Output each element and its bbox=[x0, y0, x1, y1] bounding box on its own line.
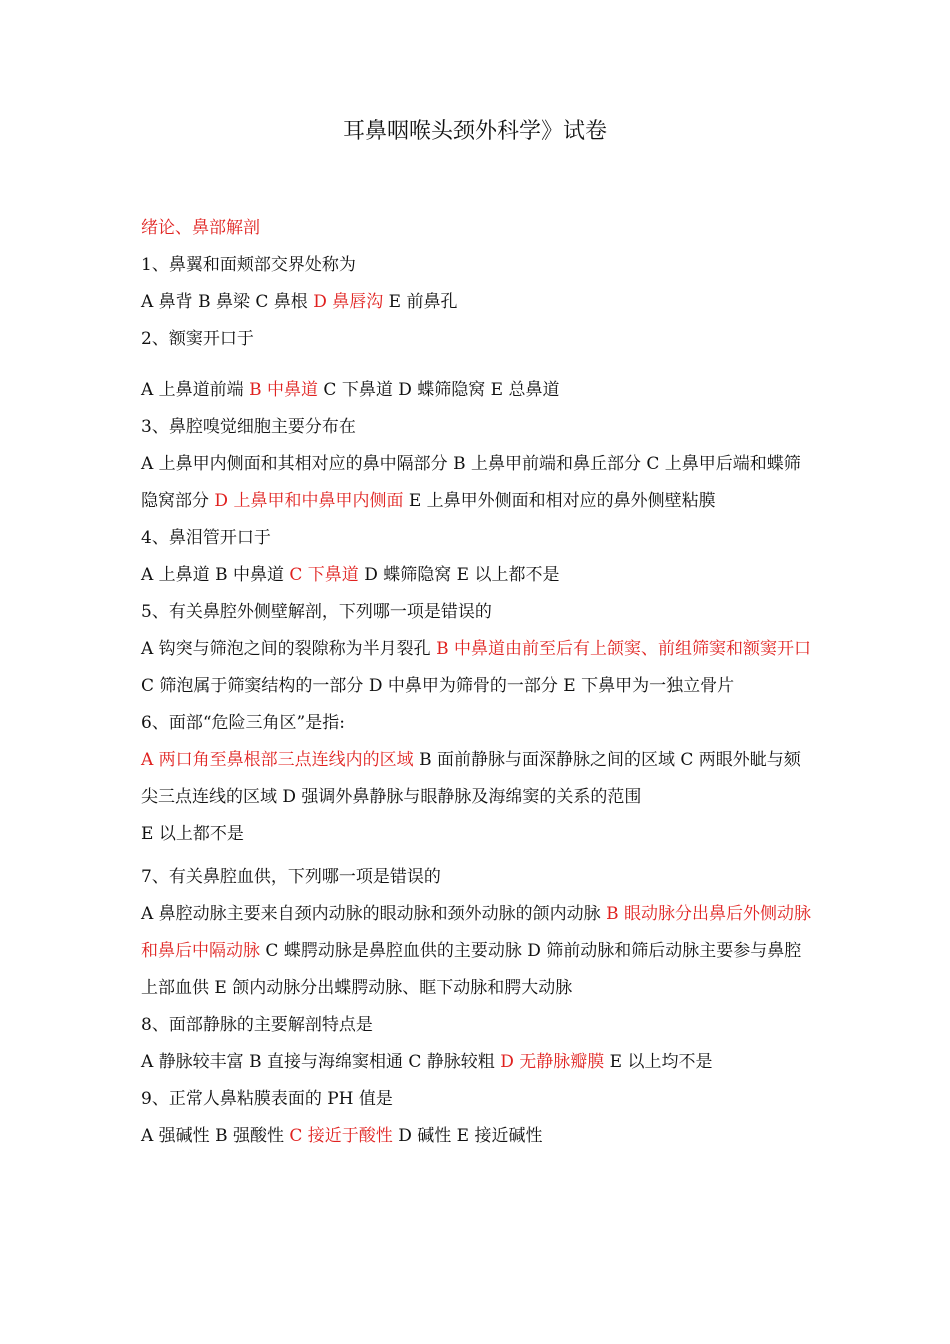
options-text: A 钩突与筛泡之间的裂隙称为半月裂孔 bbox=[141, 639, 437, 659]
options-text: A 上鼻道前端 bbox=[141, 380, 250, 400]
correct-answer: A 两口角至鼻根部三点连线内的区域 bbox=[141, 750, 414, 770]
options-text: E 前鼻孔 bbox=[383, 292, 458, 312]
question-6-text: 6、面部“危险三角区”是指: bbox=[141, 713, 345, 733]
question-6-option-e: E 以上都不是 bbox=[141, 824, 244, 844]
correct-answer: C 下鼻道 bbox=[289, 565, 359, 585]
question-7-options bbox=[141, 896, 816, 1007]
correct-answer: D 无静脉瓣膜 bbox=[500, 1052, 605, 1072]
options-text: A 上鼻道 B 中鼻道 bbox=[141, 565, 290, 585]
question-8-text: 8、面部静脉的主要解剖特点是 bbox=[141, 1015, 373, 1035]
options-text: B 面前静脉与面深静脉之间的区域 C 两眼外眦与颏尖三点连线的区域 D 强调外鼻静脉与眼静脉及海绵窦的关系的范围 bbox=[141, 750, 801, 807]
options-text: D 碱性 E 接近碱性 bbox=[392, 1126, 543, 1146]
question-4-options bbox=[141, 557, 816, 594]
correct-answer: D 鼻唇沟 bbox=[313, 292, 384, 312]
section-heading: 绪论、鼻部解剖 bbox=[141, 218, 260, 238]
options-text: C 筛泡属于筛窦结构的一部分 D 中鼻甲为筛骨的一部分 E 下鼻甲为一独立骨片 bbox=[141, 676, 735, 696]
options-text: A 强碱性 B 强酸性 bbox=[141, 1126, 290, 1146]
options-text: D 蝶筛隐窝 E 以上都不是 bbox=[358, 565, 560, 585]
question-3-text: 3、鼻腔嗅觉细胞主要分布在 bbox=[141, 417, 356, 437]
correct-answer: D 上鼻甲和中鼻甲内侧面 bbox=[214, 491, 404, 511]
question-1-text: 1、鼻翼和面颊部交界处称为 bbox=[141, 255, 356, 275]
options-text: A 鼻腔动脉主要来自颈内动脉的眼动脉和颈外动脉的颌内动脉 bbox=[141, 904, 607, 924]
question-2-text: 2、额窦开口于 bbox=[141, 329, 254, 349]
options-text: C 蝶腭动脉是鼻腔血供的主要动脉 D 筛前动脉和筛后动脉主要参与鼻腔上部血供 E 颌内动脉分出蝶腭动脉、眶下动脉和腭大动脉 bbox=[141, 941, 802, 998]
exam-content bbox=[141, 210, 816, 1155]
options-text: C 下鼻道 D 蝶筛隐窝 E 总鼻道 bbox=[318, 380, 560, 400]
correct-answer: B 中鼻道由前至后有上颌窦、前组筛窦和额窦开口 bbox=[436, 639, 811, 659]
correct-answer: B 眼动脉分出鼻后外侧动脉和鼻后中隔动脉 bbox=[141, 904, 811, 961]
correct-answer: C 接近于酸性 bbox=[289, 1126, 393, 1146]
correct-answer: B 中鼻道 bbox=[249, 380, 318, 400]
options-text: A 鼻背 B 鼻梁 C 鼻根 bbox=[141, 292, 314, 312]
question-7-text: 7、有关鼻腔血供，下列哪一项是错误的 bbox=[141, 867, 441, 887]
options-text: E 上鼻甲外侧面和相对应的鼻外侧壁粘膜 bbox=[403, 491, 716, 511]
question-4-text: 4、鼻泪管开口于 bbox=[141, 528, 271, 548]
question-2-options bbox=[141, 372, 816, 409]
spacer bbox=[141, 358, 816, 372]
question-9-text: 9、正常人鼻粘膜表面的 PH 值是 bbox=[141, 1089, 393, 1109]
options-text: A 静脉较丰富 B 直接与海绵窦相通 C 静脉较粗 bbox=[141, 1052, 501, 1072]
page-title: 耳鼻咽喉头颈外科学》试卷 bbox=[342, 119, 607, 144]
question-9-options bbox=[141, 1118, 816, 1155]
options-text: A 上鼻甲内侧面和其相对应的鼻中隔部分 B 上鼻甲前端和鼻丘部分 C 上鼻甲后端和蝶筛隐窝部分 bbox=[141, 454, 801, 511]
options-text: E 以上均不是 bbox=[604, 1052, 713, 1072]
question-3-options bbox=[141, 446, 816, 520]
question-6-options bbox=[141, 742, 816, 816]
question-8-options bbox=[141, 1044, 816, 1081]
question-5-text: 5、有关鼻腔外侧壁解剖，下列哪一项是错误的 bbox=[141, 602, 492, 622]
question-5-options bbox=[141, 631, 816, 705]
question-1-options bbox=[141, 284, 816, 321]
